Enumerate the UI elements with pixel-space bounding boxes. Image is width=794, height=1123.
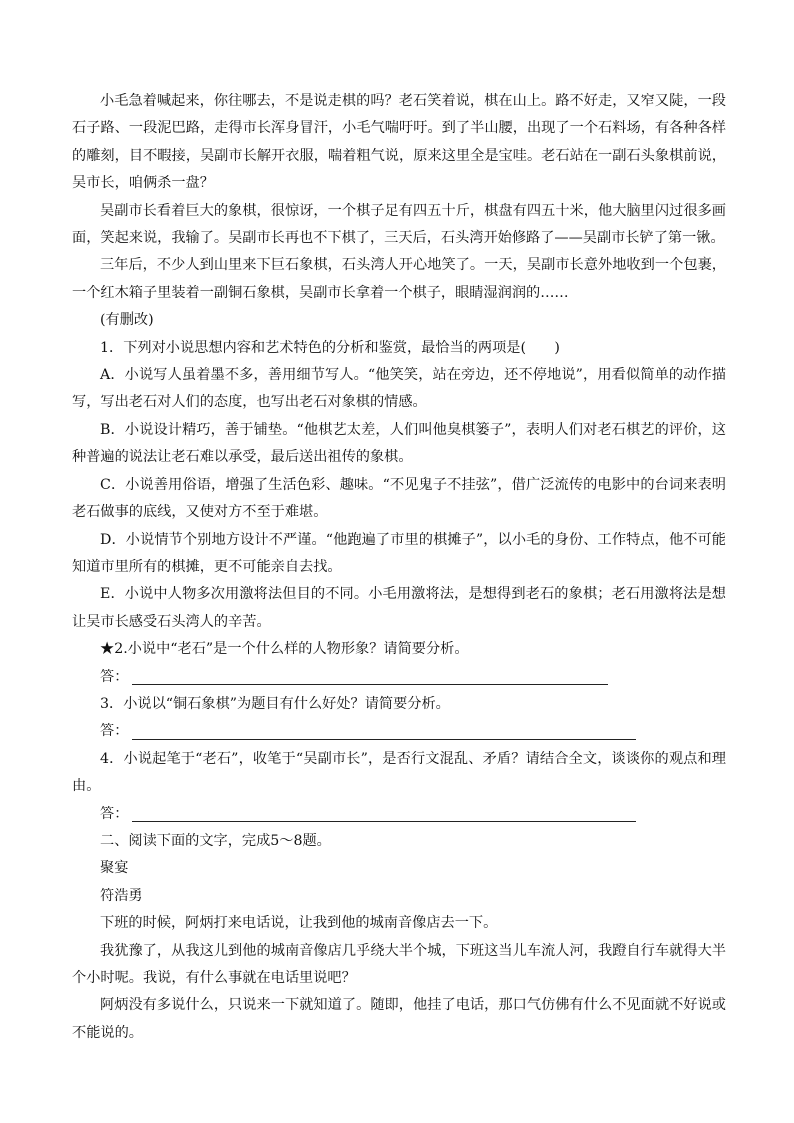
- question-1-option-a: A．小说写人虽着墨不多，善用细节写人。“他笑笑，站在旁边，还不停地说”，用看似简单的动作描写，写出老石对人们的态度，也写出老石对象棋的情感。: [72, 367, 726, 411]
- answer-label: 答：: [100, 723, 129, 740]
- document-body: [72, 88, 726, 1047]
- question-4-stem: 4．小说起笔于“老石”，收笔于“吴副市长”，是否行文混乱、矛盾？请结合全文，谈谈你的观点和理由。: [72, 750, 726, 795]
- question-1-stem: 1．下列对小说思想内容和艺术特色的分析和鉴赏，最恰当的两项是( ): [100, 339, 560, 356]
- answer-line[interactable]: [132, 684, 608, 685]
- question-2-stem: ★2.小说中“老石”是一个什么样的人物形象？请简要分析。: [100, 641, 469, 658]
- answer-line[interactable]: [132, 821, 636, 822]
- story-paragraph: 我犹豫了，从我这儿到他的城南音像店几乎绕大半个城，下班这当儿车流人河，我蹬自行车就得大半个小时呢。我说，有什么事就在电话里说吧？: [72, 942, 726, 986]
- question-1-option-c: C．小说善用俗语，增强了生活色彩、趣味。“不见鬼子不挂弦”，借广泛流传的电影中的台词来表明老石做事的底线，又使对方不至于难堪。: [72, 476, 726, 521]
- question-3-answer: [72, 718, 726, 745]
- section-2-heading: 二、阅读下面的文字，完成5～8题。: [100, 832, 331, 849]
- question-4-answer: [72, 801, 726, 828]
- question-2-answer: [72, 664, 726, 691]
- story-paragraph: 阿炳没有多说什么，只说来一下就知道了。随即，他挂了电话，那口气仿佛有什么不见面就不好说或不能说的。: [72, 997, 726, 1041]
- question-3-stem: 3．小说以“铜石象棋”为题目有什么好处？请简要分析。: [100, 695, 450, 712]
- story-paragraph: 小毛急着喊起来，你往哪去，不是说走棋的吗？老石笑着说，棋在山上。路不好走，又窄又陡，一段石子路、一段泥巴路，走得市长浑身冒汗，小毛气喘吁吁。到了半山腰，出现了一个石料场，有各种各样的雕刻，目不暇接，吴副市长解开衣服，喘着粗气说，原来这里全是宝哇。老石站在一副石头象棋前说，吴市长，咱俩杀一盘？: [72, 93, 726, 192]
- answer-line[interactable]: [132, 739, 636, 740]
- answer-label: 答：: [100, 805, 129, 822]
- question-1-option-d: D．小说情节个别地方设计不严谨。“他跑遍了市里的棋摊子”，以小毛的身份、工作特点，他不可能知道市里所有的棋摊，更不可能亲自去找。: [72, 531, 726, 575]
- source-note: (有删改): [100, 312, 154, 329]
- story-paragraph: 下班的时候，阿炳打来电话说，让我到他的城南音像店去一下。: [100, 915, 498, 932]
- question-1-option-b: B．小说设计精巧，善于铺垫。“他棋艺太差，人们叫他臭棋篓子”，表明人们对老石棋艺的评价，这种普遍的说法让老石难以承受，最后送出祖传的象棋。: [72, 421, 726, 466]
- story-title: 聚宴: [100, 860, 129, 877]
- story-paragraph: 吴副市长看着巨大的象棋，很惊讶，一个棋子足有四五十斤，棋盘有四五十米，他大脑里闪过很多画面，笑起来说，我输了。吴副市长再也不下棋了，三天后，石头湾开始修路了——吴副市长铲了第一锹。: [72, 202, 726, 247]
- story-paragraph: 三年后，不少人到山里来下巨石象棋，石头湾人开心地笑了。一天，吴副市长意外地收到一个包裹，一个红木箱子里装着一副铜石象棋，吴副市长拿着一个棋子，眼睛湿润润的……: [72, 257, 726, 301]
- story-author: 符浩勇: [100, 887, 143, 904]
- answer-label: 答：: [100, 668, 129, 685]
- question-1-option-e: E．小说中人物多次用激将法但目的不同。小毛用激将法，是想得到老石的象棋；老石用激将法是想让吴市长感受石头湾人的辛苦。: [72, 586, 726, 630]
